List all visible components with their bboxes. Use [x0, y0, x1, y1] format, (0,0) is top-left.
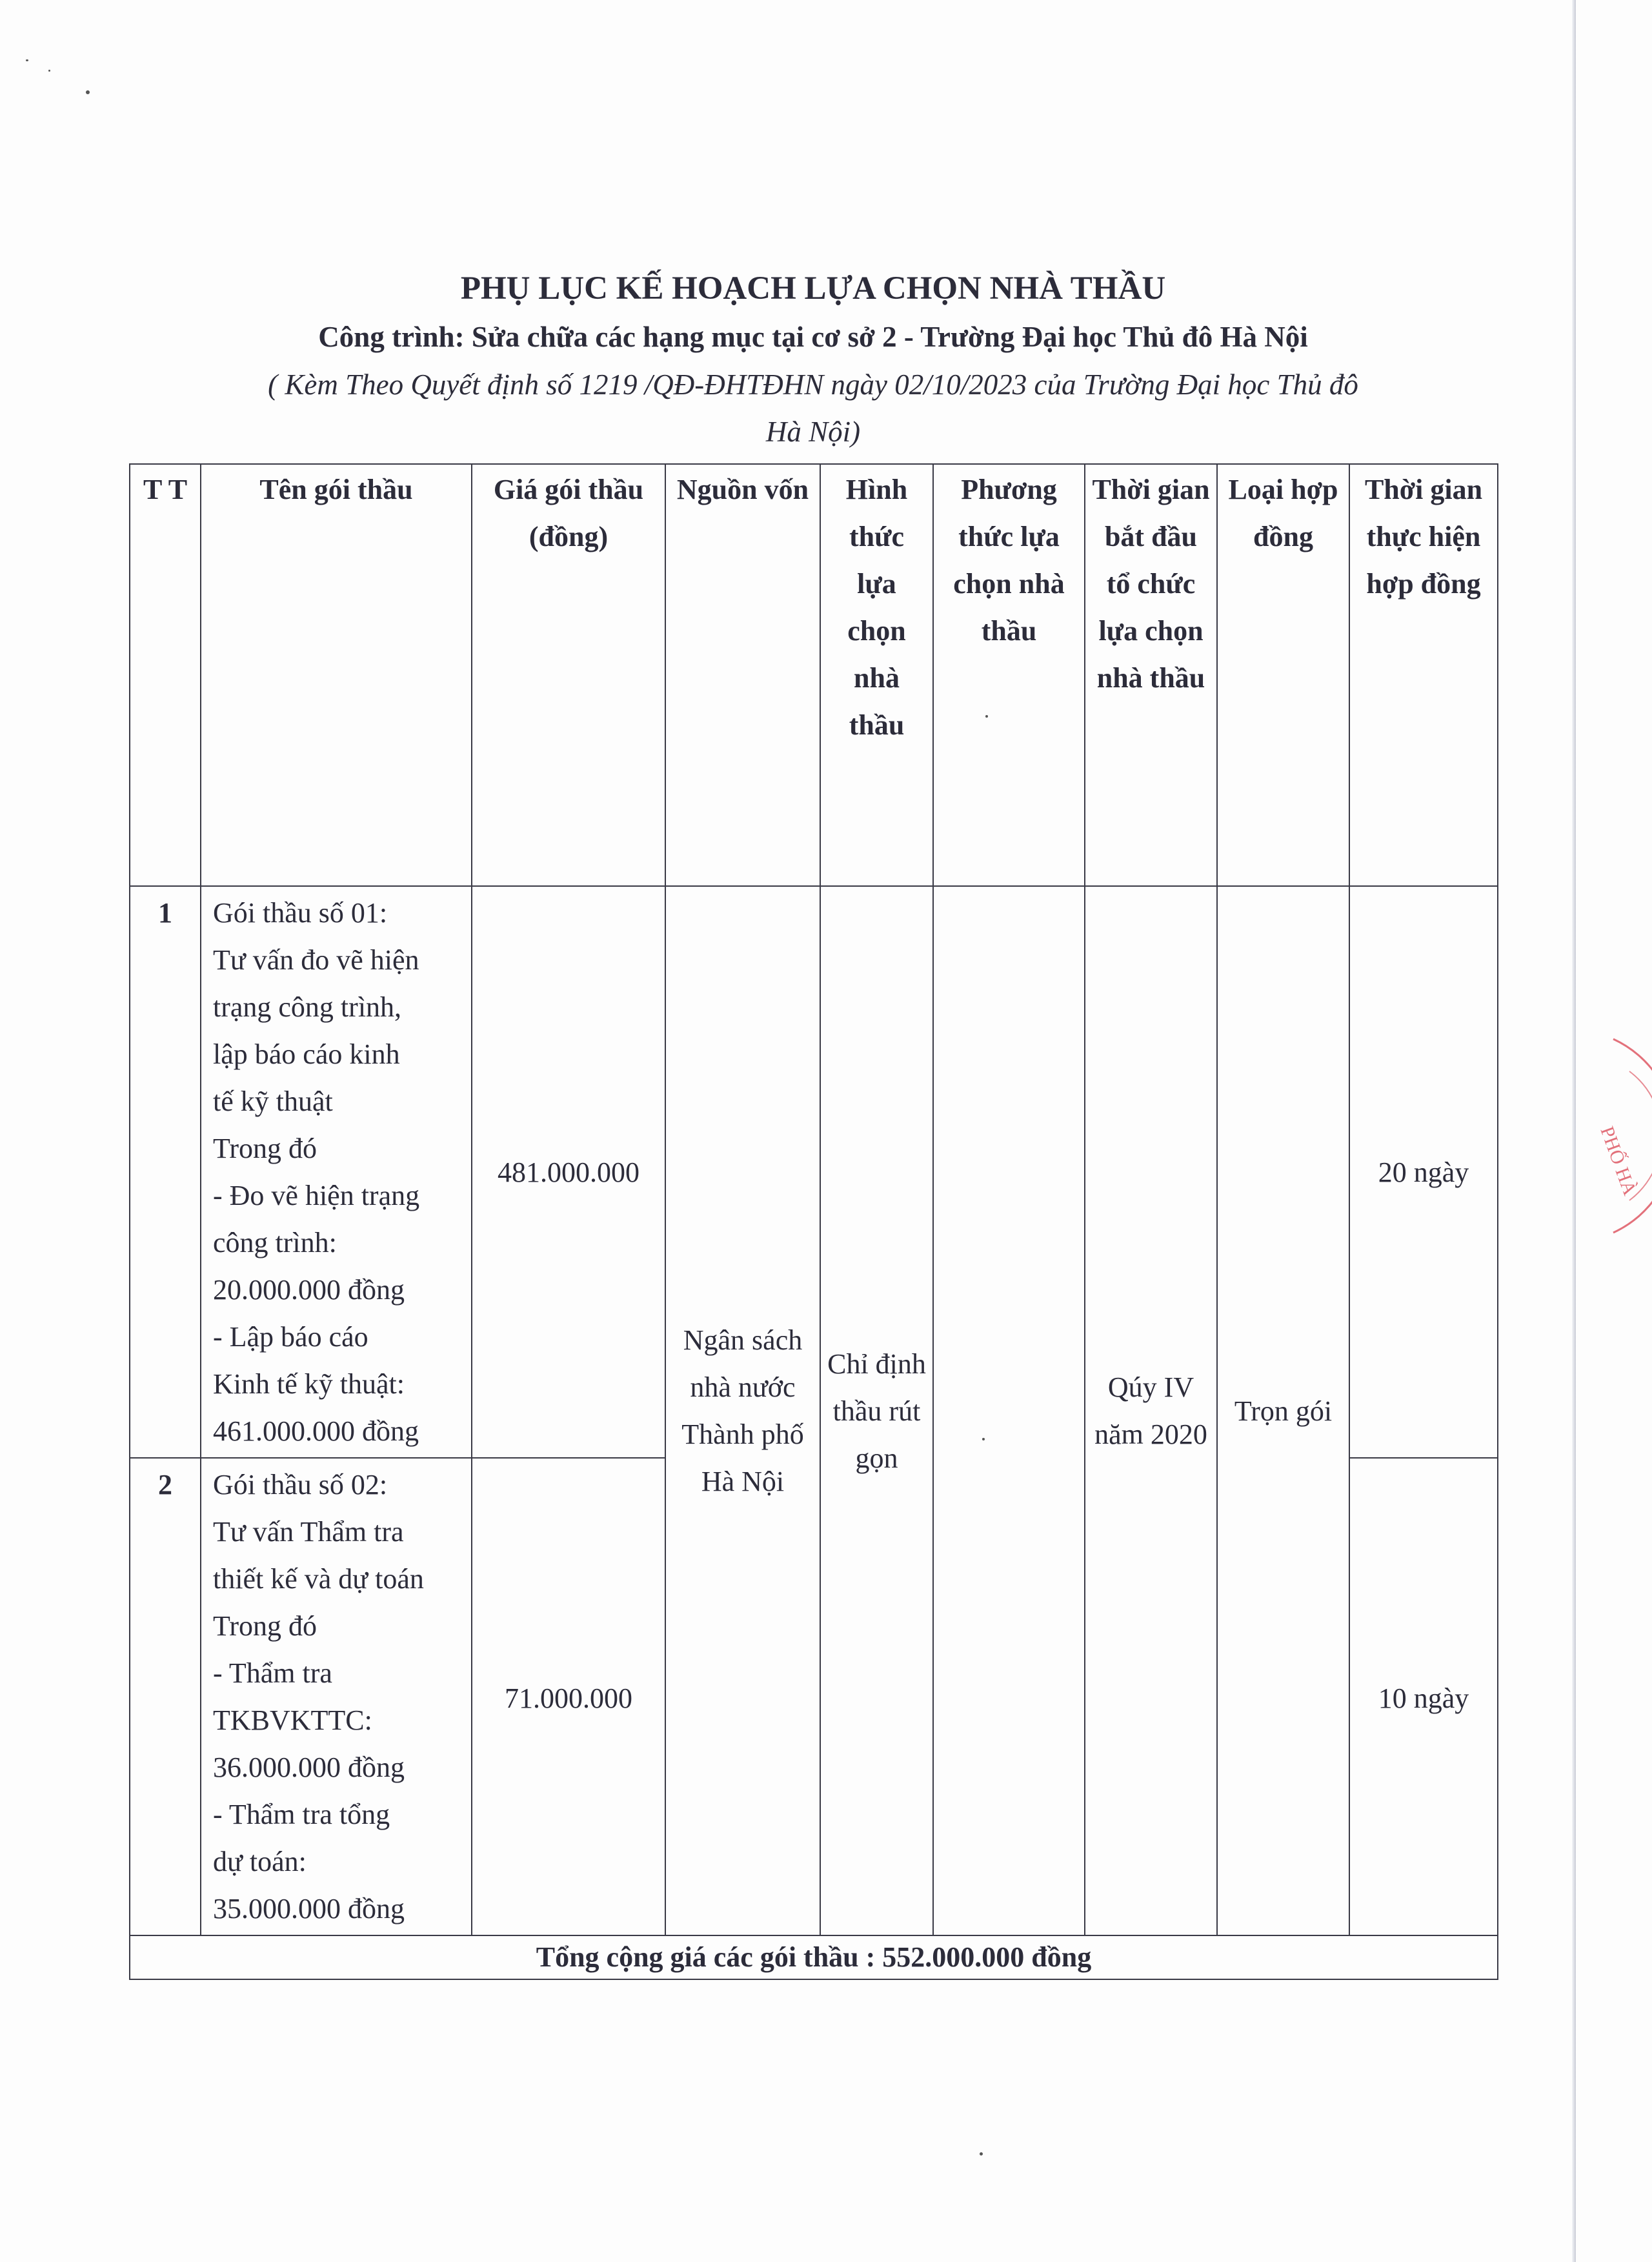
row-number: 1 — [130, 886, 201, 1458]
header-price: Giá gói thầu (đồng) — [472, 464, 665, 886]
scan-speck — [86, 90, 90, 94]
package-name-line: 36.000.000 đồng — [213, 1752, 405, 1783]
start-time: Qúy IV năm 2020 — [1085, 886, 1217, 1935]
package-name-line: Gói thầu số 01: — [213, 897, 388, 929]
table-row — [130, 886, 1498, 1458]
package-name-line: trạng công trình, — [213, 991, 402, 1023]
package-price: 481.000.000 — [472, 886, 665, 1458]
package-price: 71.000.000 — [472, 1458, 665, 1935]
red-seal-stamp — [1497, 1020, 1652, 1252]
table-header-row — [130, 464, 1498, 886]
header-form: Hình thức lựa chọn nhà thầu — [820, 464, 933, 886]
funding-source: Ngân sách nhà nước Thành phố Hà Nội — [665, 886, 820, 1935]
selection-form: Chỉ định thầu rút gọn — [820, 886, 933, 1935]
header-contract-type: Loại hợp đồng — [1217, 464, 1349, 886]
package-name-line: - Thẩm tra tổng — [213, 1799, 390, 1830]
package-name — [201, 1458, 472, 1935]
package-name — [201, 886, 472, 1458]
selection-method — [933, 886, 1085, 1935]
package-name-line: 461.000.000 đồng — [213, 1415, 419, 1447]
header-start: Thời gian bắt đầu tổ chức lựa chọn nhà thầu — [1085, 464, 1217, 886]
header-method: Phương thức lựa chọn nhà thầu — [933, 464, 1085, 886]
header-tt: T T — [130, 464, 201, 886]
package-name-line: Trong đó — [213, 1133, 317, 1164]
row-number: 2 — [130, 1458, 201, 1935]
package-name-line: 35.000.000 đồng — [213, 1893, 405, 1924]
package-name-line: tế kỹ thuật — [213, 1086, 333, 1117]
scan-speck — [26, 59, 28, 61]
package-name-line: Kinh tế kỹ thuật: — [213, 1368, 405, 1400]
package-name-line: - Đo vẽ hiện trạng — [213, 1180, 420, 1211]
svg-text:PHỐ HÀ: PHỐ HÀ — [1596, 1124, 1641, 1198]
contract-type: Trọn gói — [1217, 886, 1349, 1935]
package-name-line: 20.000.000 đồng — [213, 1274, 405, 1306]
package-name-line: Gói thầu số 02: — [213, 1469, 388, 1500]
document-note: ( Kèm Theo Quyết định số 1219 /QĐ-ĐHTĐHN ngày 02/10/2023 của Trường Đại học Thủ đô Hà Nội) — [268, 369, 1358, 448]
total-row — [130, 1935, 1498, 1979]
contract-duration: 20 ngày — [1349, 886, 1498, 1458]
contract-duration: 10 ngày — [1349, 1458, 1498, 1935]
scan-speck — [980, 2152, 983, 2156]
package-name-line: công trình: — [213, 1227, 337, 1258]
document-header — [194, 265, 1433, 456]
package-name-line: - Thẩm tra — [213, 1657, 332, 1689]
package-name-line: Tư vấn đo vẽ hiện — [213, 944, 419, 976]
package-name-line: dự toán: — [213, 1846, 307, 1877]
header-duration: Thời gian thực hiện hợp đồng — [1349, 464, 1498, 886]
total-value: Tổng cộng giá các gói thầu : 552.000.000 đồng — [130, 1935, 1498, 1979]
header-source: Nguồn vốn — [665, 464, 820, 886]
package-name-line: - Lập báo cáo — [213, 1321, 368, 1353]
package-name-line: lập báo cáo kinh — [213, 1038, 400, 1070]
document-title: PHỤ LỤC KẾ HOẠCH LỰA CHỌN NHÀ THẦU — [460, 270, 1166, 307]
header-name: Tên gói thầu — [201, 464, 472, 886]
package-name-line: Tư vấn Thẩm tra — [213, 1516, 404, 1548]
scan-speck — [48, 70, 50, 72]
document-subtitle: Công trình: Sửa chữa các hạng mục tại cơ sở 2 - Trường Đại học Thủ đô Hà Nội — [318, 321, 1308, 353]
contractor-plan-table — [129, 463, 1498, 1980]
package-name-line: TKBVKTTC: — [213, 1704, 372, 1736]
package-name-line: thiết kế và dự toán — [213, 1563, 424, 1595]
package-name-line: Trong đó — [213, 1610, 317, 1642]
